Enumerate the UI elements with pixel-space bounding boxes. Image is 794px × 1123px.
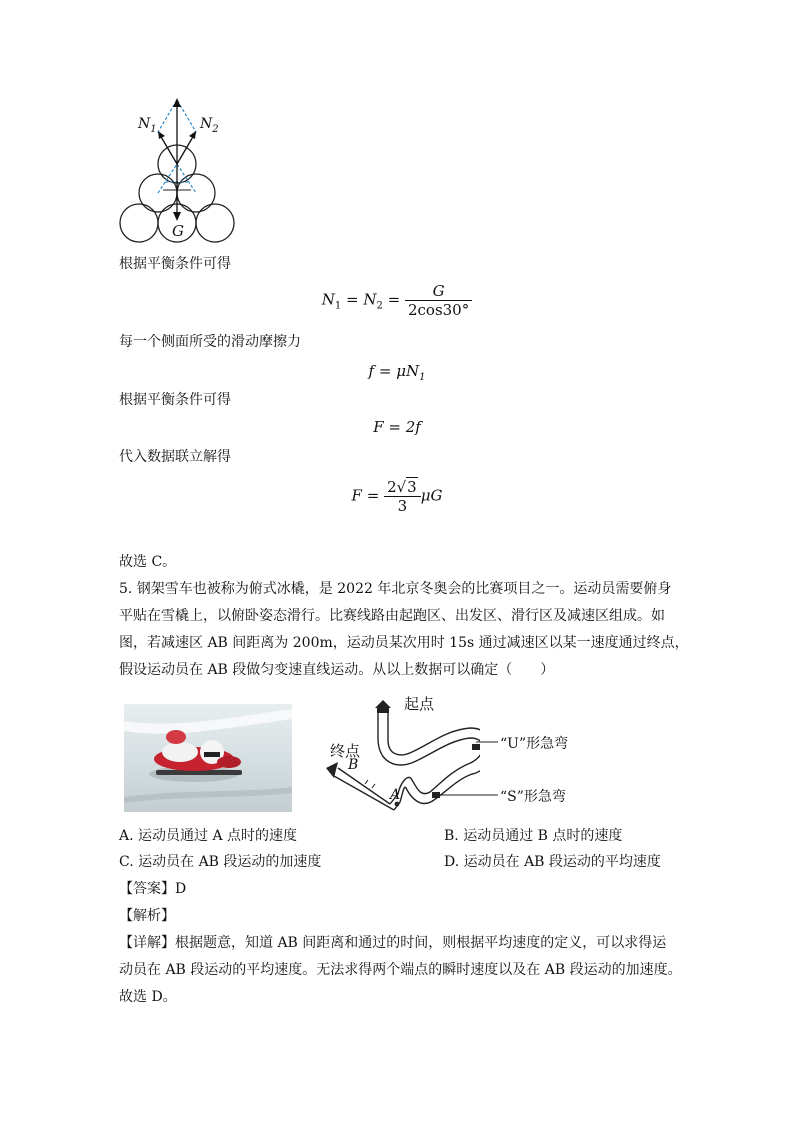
equation-4: F = $\frac{2√3}{3}$ μG — [351, 478, 443, 515]
detail-line-2: 动员在 AB 段运动的平均速度。无法求得两个端点的瞬时速度以及在 AB 段运动的加速度。 — [119, 962, 682, 978]
previous-answer: 故选 C。 — [119, 554, 177, 570]
track-leader-lines — [476, 738, 500, 798]
solve-text: 代入数据联立解得 — [119, 449, 231, 465]
point-a-label: A — [390, 787, 401, 803]
balance-text-2: 根据平衡条件可得 — [119, 392, 231, 408]
track-start-label: 起点 — [404, 695, 435, 713]
detail-line-3: 故选 D。 — [119, 989, 177, 1005]
point-b-label: B — [348, 757, 359, 773]
track-end-label: 终点 — [330, 742, 361, 760]
analysis-title: 【解析】 — [119, 908, 175, 924]
n1-label: $N_1$ — [138, 116, 157, 135]
s-turn-label: “S”形急弯 — [500, 789, 566, 805]
question-line-3: 图，若减速区 AB 间距离为 200m，运动员某次用时 15s 通过减速区以某一速度通过终点， — [119, 635, 689, 651]
detail-line-1: 【详解】根据题意，知道 AB 间距离和通过的时间，则根据平均速度的定义，可以求得运 — [119, 935, 667, 951]
n2-label: $N_2$ — [200, 116, 219, 135]
answer-line: 【答案】D — [119, 881, 187, 897]
option-b: B. 运动员通过 B 点时的速度 — [444, 828, 623, 844]
equation-2: $f = \mu N_1$ — [368, 362, 426, 383]
question-line-4: 假设运动员在 AB 段做匀变速直线运动。从以上数据可以确定（ ） — [119, 662, 555, 678]
equation-3: F = 2f — [373, 418, 421, 436]
option-c: C. 运动员在 AB 段运动的加速度 — [119, 854, 322, 870]
u-turn-label: “U”形急弯 — [500, 736, 569, 752]
skeleton-athlete-photo — [124, 704, 292, 812]
question-line-2: 平贴在雪橇上，以俯卧姿态滑行。比赛线路由起跑区、出发区、滑行区及减速区组成。如 — [119, 608, 665, 624]
option-d: D. 运动员在 AB 段运动的平均速度 — [444, 854, 661, 870]
equation-1: $N_1 = N_2$ = $\frac{G}{2\cos 30^\circ}$ — [0, 282, 794, 319]
question-line-1: 5. 钢架雪车也被称为俯式冰橇，是 2022 年北京冬奥会的比赛项目之一。运动员需要俯身 — [119, 581, 672, 597]
balance-text-1: 根据平衡条件可得 — [119, 256, 231, 272]
g-label: G — [172, 222, 184, 240]
option-a: A. 运动员通过 A 点时的速度 — [119, 828, 298, 844]
friction-text: 每一个侧面所受的滑动摩擦力 — [119, 334, 301, 350]
